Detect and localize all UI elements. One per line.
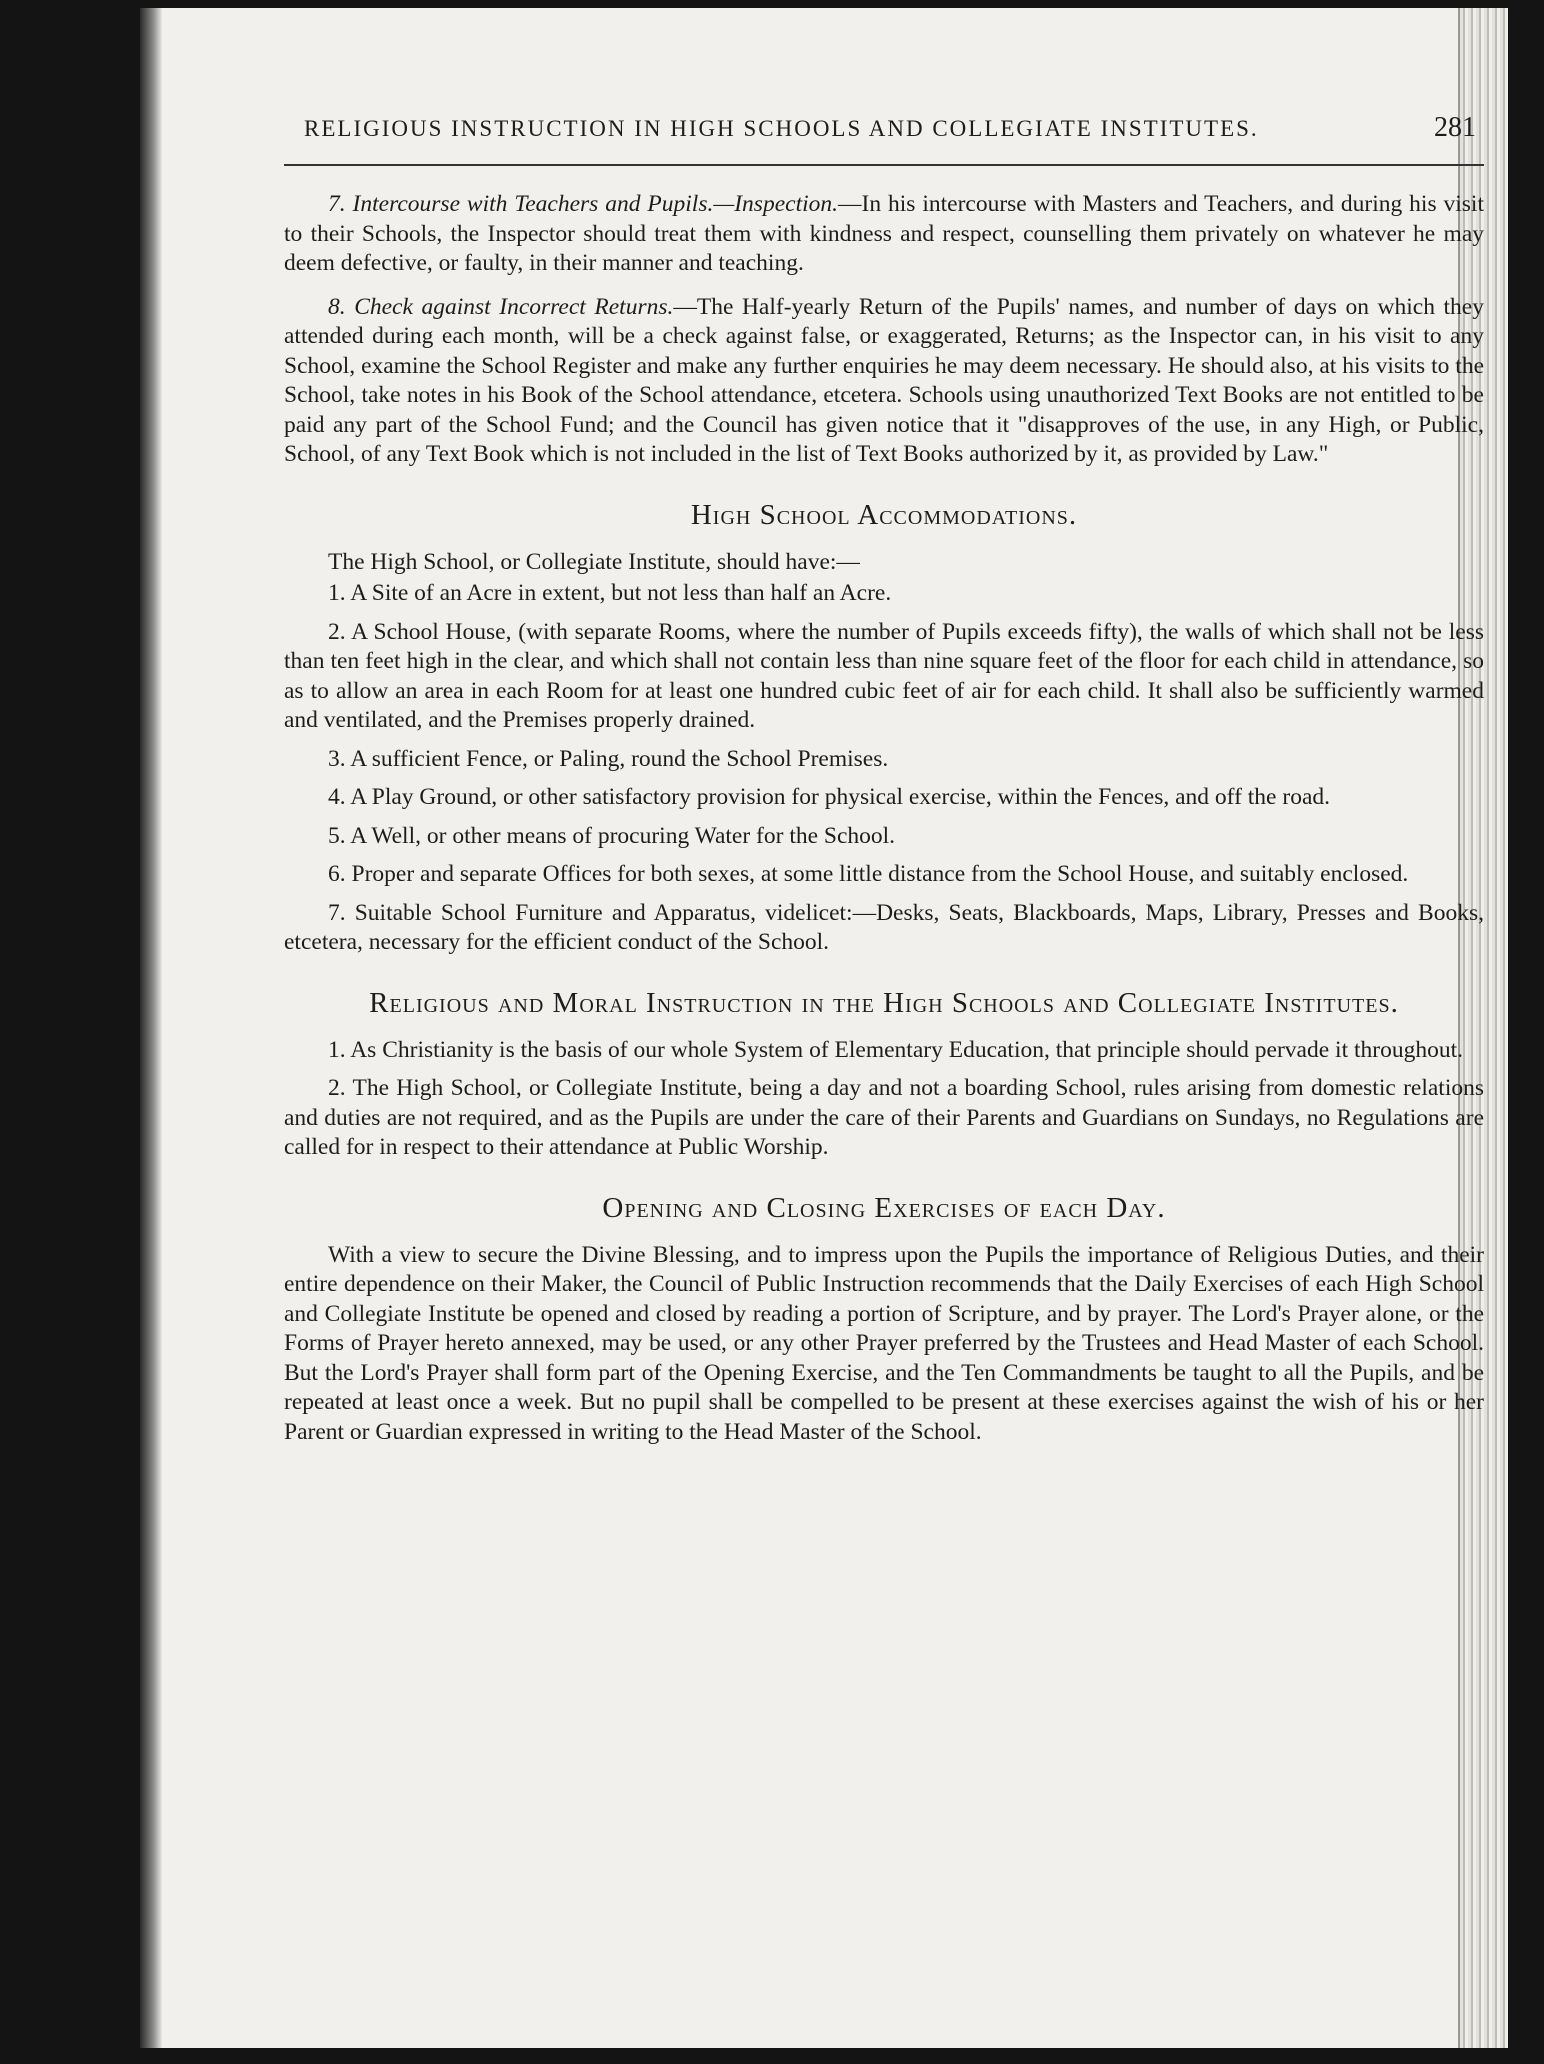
accommodations-intro: The High School, or Collegiate Institute, should have:— xyxy=(328,548,860,575)
paragraph-7 xyxy=(284,190,1484,279)
paragraph-8-body: —The Half-yearly Return of the Pupils' names, and number of days on which they attended during each month, will be a check against false, or exaggerated, Returns; as the Inspector can, in his visit to any School, examine the School Register and make any further enquiries he may deem necessary. He should also, at his visits to the School, take notes in his Book of the School attendance, etcetera. Schools using unauthorized Text Books are not entitled to be paid any part of the School Fund; and the Council has given notice that it "disapproves of the use, in any High, or Public, School, of any Text Book which is not included in the list of Text Books authorized by it, as provided by Law." xyxy=(284,293,1484,467)
page-content xyxy=(284,112,1484,1461)
paragraph-7-lead: 7. Intercourse with Teachers and Pupils.—Inspection. xyxy=(328,191,838,217)
paragraph-8-lead: 8. Check against Incorrect Returns. xyxy=(328,293,674,320)
book-spine-shadow xyxy=(140,8,162,2048)
accommodation-item: 5. A Well, or other means of procuring Water for the School. xyxy=(328,822,896,849)
paragraph-7-body: —In his intercourse with Masters and Teachers, and during his visit to their Schools, the Inspector should treat them with kindness and respect, counselling them privately on whatever he may deem defective, or faulty, in their manner and teaching. xyxy=(284,191,1484,276)
exercises-paragraph: With a view to secure the Divine Blessing, and to impress upon the Pupils the importance of Religious Duties, and their entire dependence on their Maker, the Council of Public Instruction recommends that the Daily Exercises of each High School and Collegiate Institute be opened and closed by reading a portion of Scripture, and by prayer. The Lord's Prayer alone, or the Forms of Prayer hereto annexed, may be used, or any other Prayer preferred by the Trustees and Head Master of each School. But the Lord's Prayer shall form part of the Opening Exercise, and the Ten Commandments be taught to all the Pupils, and be repeated at least once a week. But no pupil shall be compelled to be present at these exercises against the wish of his or her Parent or Guardian expressed in writing to the Head Master of the School. xyxy=(284,1241,1484,1445)
accommodation-item: 4. A Play Ground, or other satisfactory provision for physical exercise, within the Fences, and off the road. xyxy=(328,784,1330,810)
accommodation-item: 3. A sufficient Fence, or Paling, round the School Premises. xyxy=(328,745,889,772)
header-rule xyxy=(284,164,1484,166)
accommodations-title: High School Accommodations. xyxy=(690,498,1078,531)
accommodation-item: 2. A School House, (with separate Rooms, where the number of Pupils exceeds fifty), the walls of which shall not be less than ten feet high in the clear, and which shall not contain less than nine square feet of the floor for each child in attendance, so as to allow an area in each Room for at least one hundred cubic feet of air for each child. It shall also be sufficiently warmed and ventilated, and the Premises properly drained. xyxy=(284,618,1484,733)
religious-paragraph-2: 2. The High School, or Collegiate Institute, being a day and not a boarding School, rules arising from domestic relations and duties are not required, and as the Pupils are under the care of their Parents and Guardians on Sundays, no Regulations are called for in respect to their attendance at Public Worship. xyxy=(284,1075,1484,1160)
religious-instruction-title: Religious and Moral Instruction in the High Schools and Collegiate Institutes. xyxy=(369,986,1399,1019)
book-page xyxy=(140,8,1508,2048)
accommodation-item: 7. Suitable School Furniture and Apparatus, videlicet:—Desks, Seats, Blackboards, Maps, Library, Presses and Books, etcetera, necessary for the efficient conduct of the School. xyxy=(284,899,1484,955)
accommodation-item: 1. A Site of an Acre in extent, but not less than half an Acre. xyxy=(328,580,892,606)
religious-paragraph-1: 1. As Christianity is the basis of our whole System of Elementary Education, that principle should pervade it throughout. xyxy=(328,1036,1463,1063)
running-header xyxy=(284,112,1484,144)
paragraph-8 xyxy=(284,293,1484,470)
exercises-title: Opening and Closing Exercises of each Day. xyxy=(602,1191,1166,1224)
running-title: RELIGIOUS INSTRUCTION IN HIGH SCHOOLS AND COLLEGIATE INSTITUTES. xyxy=(304,116,1259,141)
page-number: 281 xyxy=(1434,112,1476,143)
accommodation-item: 6. Proper and separate Offices for both sexes, at some little distance from the School House, and suitably enclosed. xyxy=(328,861,1409,887)
